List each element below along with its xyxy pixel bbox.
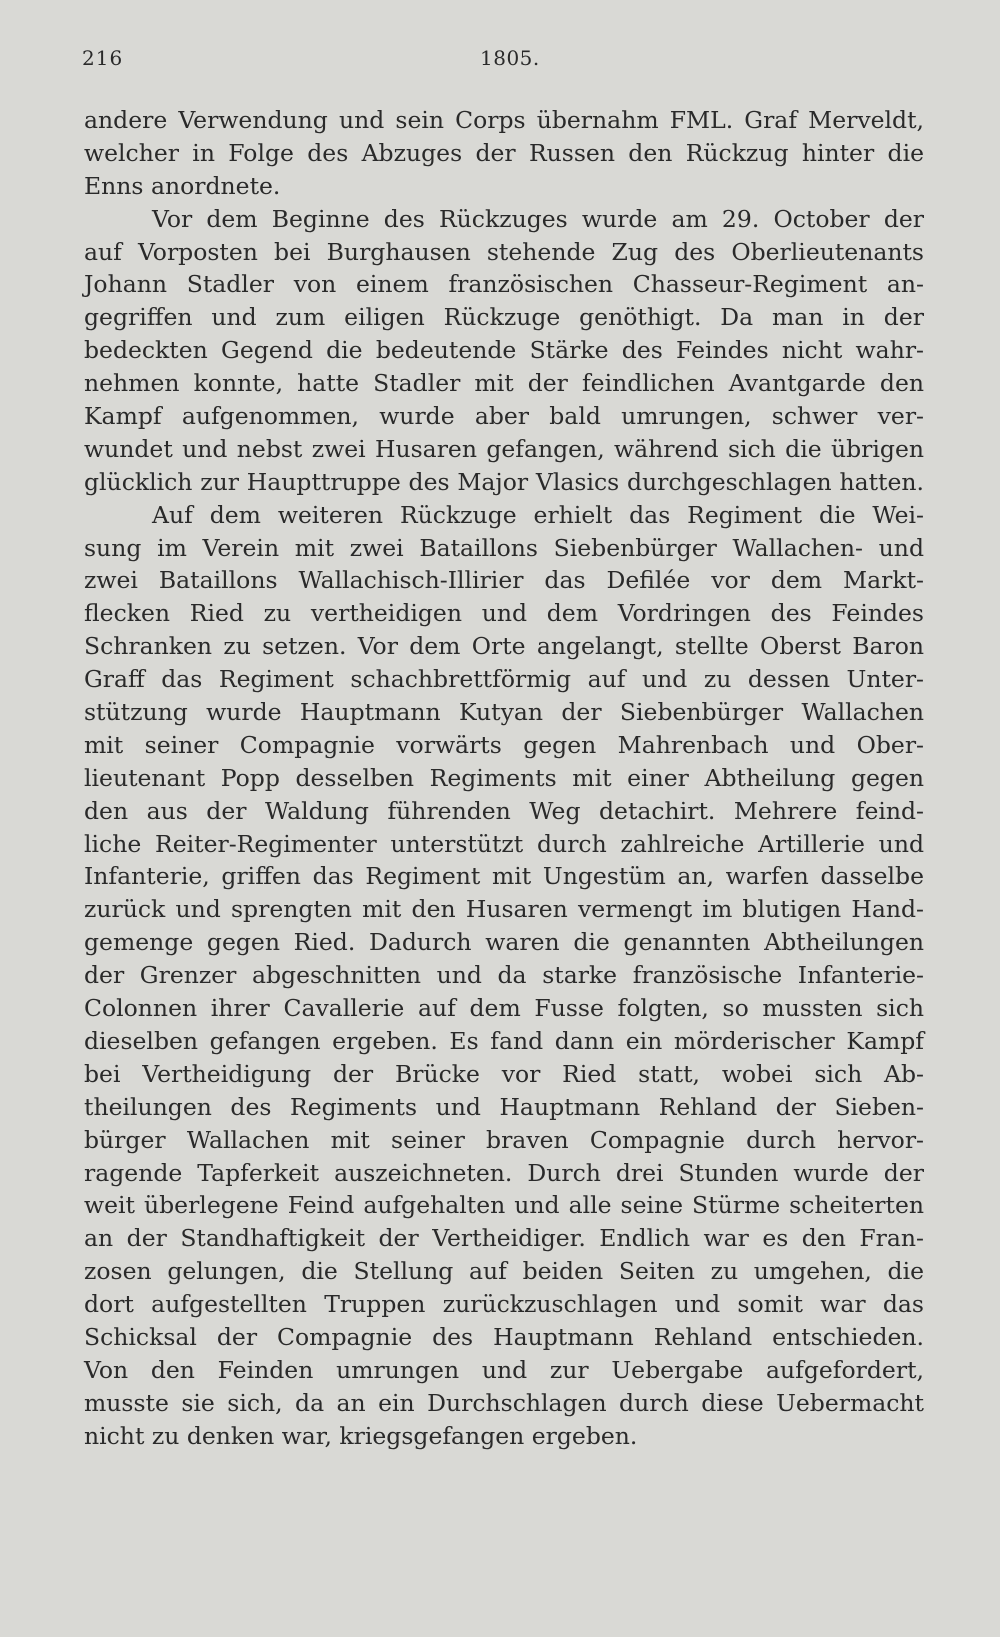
- page-number: 216: [82, 46, 124, 70]
- text-line: Enns anordnete.: [84, 171, 281, 200]
- text-line: dieselben gefangen ergeben. Es fand dann ein mörderischer Kampf: [84, 1026, 924, 1055]
- text-line: sung im Verein mit zwei Bataillons Siebenbürger Wallachen- und: [84, 533, 924, 562]
- text-line: zosen gelungen, die Stellung auf beiden Seiten zu umgehen, die: [84, 1257, 924, 1286]
- text-line: gegriffen und zum eiligen Rückzuge genöthigt. Da man in der: [84, 303, 924, 332]
- text-line: Infanterie, griffen das Regiment mit Ungestüm an, warfen dasselbe: [84, 862, 924, 891]
- text-line: musste sie sich, da an ein Durchschlagen durch diese Uebermacht: [84, 1388, 924, 1417]
- text-line: andere Verwendung und sein Corps übernahm FML. Graf Merveldt,: [84, 106, 924, 134]
- text-line: bürger Wallachen mit seiner braven Compagnie durch hervor-: [84, 1125, 924, 1154]
- text-line: Johann Stadler von einem französischen Chasseur-Regiment an-: [84, 270, 924, 299]
- text-line: Schranken zu setzen. Vor dem Orte angelangt, stellte Oberst Baron: [84, 632, 924, 661]
- text-line: mit seiner Compagnie vorwärts gegen Mahrenbach und Ober-: [84, 730, 924, 759]
- text-line: welcher in Folge des Abzuges der Russen den Rückzug hinter die: [84, 138, 924, 167]
- text-line: zwei Bataillons Wallachisch-Illirier das Defilée vor dem Markt-: [84, 566, 924, 595]
- text-line: liche Reiter-Regimenter unterstützt durch zahlreiche Artillerie und: [84, 829, 924, 858]
- text-line: lieutenant Popp desselben Regiments mit einer Abtheilung gegen: [84, 763, 924, 792]
- body-text: [84, 104, 924, 1453]
- text-line: auf Vorposten bei Burghausen stehende Zug des Oberlieutenants: [84, 237, 924, 266]
- text-line: Von den Feinden umrungen und zur Uebergabe aufgefordert,: [84, 1355, 924, 1384]
- text-line: flecken Ried zu vertheidigen und dem Vordringen des Feindes: [84, 599, 924, 628]
- text-line: bei Vertheidigung der Brücke vor Ried statt, wobei sich Ab-: [84, 1059, 924, 1088]
- text-line: an der Standhaftigkeit der Vertheidiger. Endlich war es den Fran-: [84, 1224, 924, 1253]
- text-line: gemenge gegen Ried. Dadurch waren die genannten Abtheilungen: [84, 928, 924, 957]
- running-head-year: 1805.: [480, 46, 540, 70]
- text-line: dort aufgestellten Truppen zurückzuschlagen und somit war das: [84, 1290, 924, 1319]
- text-line: der Grenzer abgeschnitten und da starke französische Infanterie-: [84, 961, 924, 990]
- text-line: Auf dem weiteren Rückzuge erhielt das Regiment die Wei-: [152, 500, 924, 529]
- text-line: theilungen des Regiments und Hauptmann Rehland der Sieben-: [84, 1092, 924, 1121]
- text-line: Kampf aufgenommen, wurde aber bald umrungen, schwer ver-: [84, 402, 924, 431]
- text-line: ragende Tapferkeit auszeichneten. Durch drei Stunden wurde der: [84, 1158, 924, 1187]
- text-line: Graff das Regiment schachbrettförmig auf und zu dessen Unter-: [84, 665, 924, 694]
- text-line: nicht zu denken war, kriegsgefangen ergeben.: [84, 1421, 638, 1450]
- text-line: wundet und nebst zwei Husaren gefangen, während sich die übrigen: [84, 434, 924, 463]
- text-line: den aus der Waldung führenden Weg detachirt. Mehrere feind-: [84, 796, 924, 825]
- text-line: Colonnen ihrer Cavallerie auf dem Fusse folgten, so mussten sich: [84, 994, 924, 1023]
- text-line: nehmen konnte, hatte Stadler mit der feindlichen Avantgarde den: [84, 369, 924, 398]
- text-line: stützung wurde Hauptmann Kutyan der Siebenbürger Wallachen: [84, 698, 924, 727]
- text-line: glücklich zur Haupttruppe des Major Vlasics durchgeschlagen hatten.: [84, 467, 924, 496]
- text-line: weit überlegene Feind aufgehalten und alle seine Stürme scheiterten: [84, 1191, 924, 1220]
- text-line: Schicksal der Compagnie des Hauptmann Rehland entschieden.: [84, 1322, 924, 1351]
- text-line: bedeckten Gegend die bedeutende Stärke des Feindes nicht wahr-: [84, 336, 924, 365]
- text-line: zurück und sprengten mit den Husaren vermengt im blutigen Hand-: [84, 895, 924, 924]
- text-line: Vor dem Beginne des Rückzuges wurde am 29. October der: [152, 204, 924, 233]
